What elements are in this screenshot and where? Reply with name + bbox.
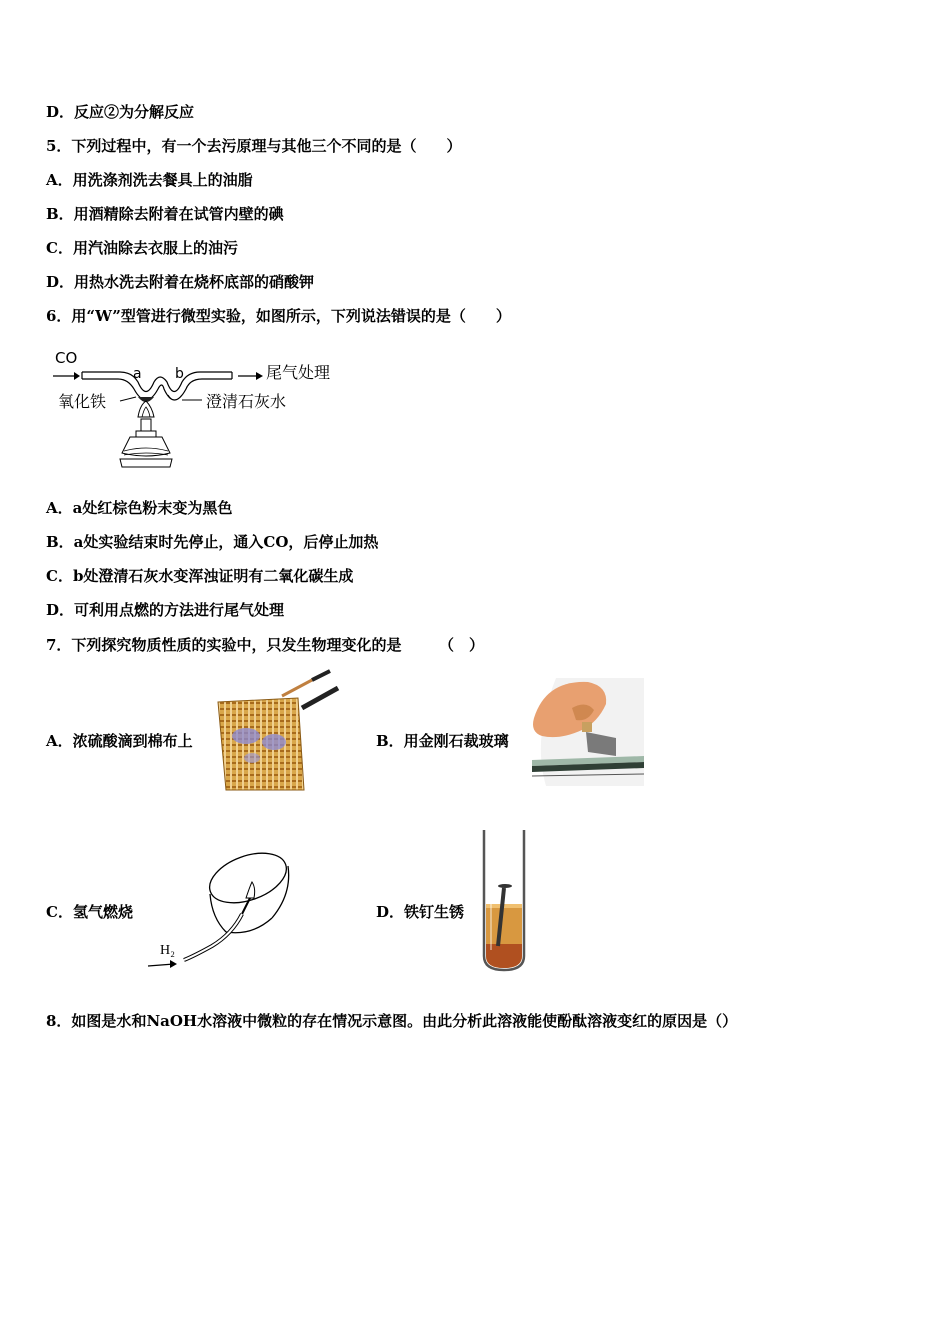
q5-option-b: B．用酒精除去附着在试管内壁的碘 (46, 205, 284, 223)
q7-option-d: D．铁钉生锈 (376, 903, 465, 921)
limewater-label: 澄清石灰水 (206, 392, 287, 411)
q4-option-d: D．反应②为分解反应 (46, 103, 195, 121)
q6-option-a: A．a处红棕色粉末变为黑色 (46, 499, 233, 517)
sulfuric-acid-cloth-image (212, 666, 342, 794)
q6-option-b: B．a处实验结束时先停止，通入CO，后停止加热 (46, 533, 379, 551)
q7-option-a: A．浓硫酸滴到棉布上 (46, 732, 193, 750)
co-label: CO (55, 349, 78, 367)
q7-option-c: C．氢气燃烧 (46, 903, 133, 921)
q6-option-d: D．可利用点燃的方法进行尾气处理 (46, 601, 285, 619)
h2-label: H₂ (160, 943, 175, 958)
hydrogen-burning-image (140, 838, 300, 976)
q6-option-c: C．b处澄清石灰水变浑浊证明有二氧化碳生成 (46, 567, 354, 585)
a-label: a (133, 366, 142, 382)
tail-gas-label: 尾气处理 (266, 363, 331, 382)
question-5: 5．下列过程中，有一个去污原理与其他三个不同的是（ ） (46, 137, 462, 155)
iron-oxide-label: 氧化铁 (58, 392, 107, 411)
w-tube-figure (50, 345, 350, 475)
question-7: 7．下列探究物质性质的实验中，只发生物理变化的是 （ ） (46, 636, 484, 654)
q5-option-c: C．用汽油除去衣服上的油污 (46, 239, 238, 257)
nail-rusting-image (476, 826, 536, 974)
q5-option-d: D．用热水洗去附着在烧杯底部的硝酸钾 (46, 273, 315, 291)
q7-option-b: B．用金刚石裁玻璃 (376, 732, 509, 750)
diamond-cut-glass-image (526, 678, 646, 790)
q5-option-a: A．用洗涤剂洗去餐具上的油脂 (46, 171, 253, 189)
b-label: b (175, 366, 184, 382)
question-6: 6．用“W”型管进行微型实验，如图所示，下列说法错误的是（ ） (46, 307, 511, 325)
question-8: 8．如图是水和NaOH水溶液中微粒的存在情况示意图。由此分析此溶液能使酚酞溶液变红的原因是（） (46, 1012, 738, 1030)
